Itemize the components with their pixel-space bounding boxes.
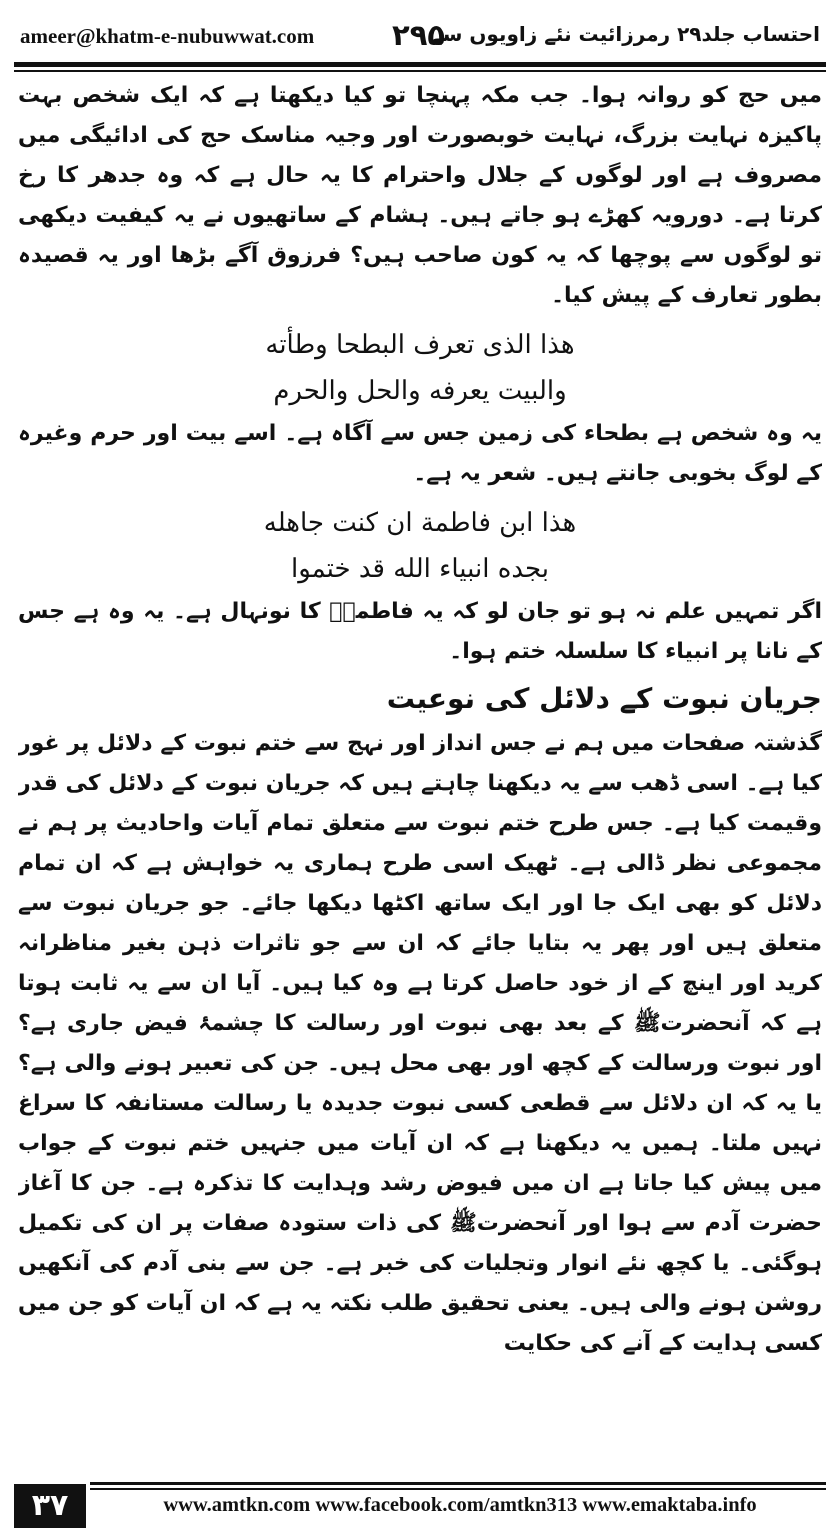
page-footer (14, 1482, 826, 1530)
footer-links: www.amtkn.com www.facebook.com/amtkn313 www.emaktaba.info (163, 1494, 757, 1516)
verse-1-line-1: ھذا الذی تعرف البطحا وطأته (265, 330, 575, 360)
page-number: ۲۹۵ (392, 18, 446, 52)
page-header (14, 18, 826, 58)
paragraph-2: یہ وہ شخص ہے بطحاء کی زمین جس سے آگاہ ہے۔ اسے بیت اور حرم وغیرہ کے لوگ بخوبی جانتے ہیں۔ شعر یہ ہے۔ (18, 421, 822, 486)
section-heading: جریان نبوت کے دلائل کی نوعیت (386, 682, 822, 715)
paragraph-4: گذشتہ صفحات میں ہم نے جس انداز اور نہج سے ختم نبوت کے دلائل پر غور کیا ہے۔ اسی ڈھب سے یہ دیکھنا چاہتے ہیں کہ جریان نبوت کے دلائل کی قدر وقیمت کیا ہے۔ جس طرح ختم نبوت سے متعلق تمام آیات واحادیث پر ہم نے مجموعی نظر ڈالی ہے۔ ٹھیک اسی طرح ہماری یہ خواہش ہے کہ ان تمام دلائل کو بھی ایک جا اور ایک ساتھ اکٹھا دیکھا جائے۔ جو جریان نبوت سے متعلق ہیں اور پھر یہ بتایا جائے کہ ان سے جو تاثرات ذہن بغیر مناظرانہ کرید اور اینچ کے از خود حاصل کرتا ہے وہ کیا ہیں۔ آیا ان سے یہ ثابت ہوتا ہے کہ آنحضرتﷺ کے بعد بھی نبوت اور رسالت کا چشمۂ فیض جاری ہے؟ اور نبوت ورسالت کے کچھ اور بھی محل ہیں۔ جن کی تعبیر ہونے والی ہے؟ یا یہ کہ ان دلائل سے قطعی کسی نبوت جدیدہ یا رسالت مستانفہ کا سراغ نہیں ملتا۔ ہمیں یہ دیکھنا ہے کہ ان آیات میں جنہیں ختم نبوت کے جواب میں پیش کیا جاتا ہے ان میں فیوض رشد وہدایت کا تذکرہ ہے۔ جن کا آغاز حضرت آدم سے ہوا اور آنحضرتﷺ کی ذات ستودہ صفات پر ان کی تکمیل ہوگئی۔ یا کچھ نئے انوار وتجلیات کی خبر ہے۔ جن سے بنی آدم کی آنکھیں روشن ہونے والی ہیں۔ یعنی تحقیق طلب نکتہ یہ ہے کہ ان آیات کو جن میں کسی ہدایت کے آنے کی حکایت (18, 731, 822, 1356)
verse-2-line-2: بجده انبیاء الله قد ختموا (290, 554, 550, 584)
paragraph-1: میں حج کو روانہ ہوا۔ جب مکہ پہنچا تو کیا دیکھتا ہے کہ ایک شخص بہت پاکیزہ نہایت بزرگ، نہایت خوبصورت اور وجیہ مناسک حج کی ادائیگی میں مصروف ہے اور لوگوں کے جلال واحترام کا یہ حال ہے کہ وہ جدھر کا رخ کرتا ہے۔ دورویہ کھڑے ہو جاتے ہیں۔ ہشام کے ساتھیوں نے یہ کیفیت دیکھی تو لوگوں سے پوچھا کہ یہ کون صاحب ہیں؟ فرزوق آگے بڑھا اور یہ قصیدہ بطور تعارف کے پیش کیا۔ (18, 83, 822, 308)
running-title: احتساب جلد۲۹ رمرزائیت نئے زاویوں سے (430, 22, 820, 46)
verse-2-line-1: ھذا ابن فاطمة ان کنت جاھله (263, 508, 577, 538)
paragraph-3: اگر تمہیں علم نہ ہو تو جان لو کہ یہ فاطمہؓ کا نونہال ہے۔ یہ وہ ہے جس کے نانا پر انبیاء کا سلسلہ ختم ہوا۔ (18, 599, 822, 664)
footer-rule-thick (90, 1482, 826, 1485)
header-email: ameer@khatm-e-nubuwwat.com (20, 24, 315, 48)
footer-number: ۳۷ (14, 1484, 86, 1528)
page-body (18, 76, 822, 1468)
header-rule-thin (14, 70, 826, 72)
header-rule-thick (14, 62, 826, 67)
verse-1-line-2: والبیت یعرفه والحل والحرم (273, 376, 567, 406)
footer-rule-thin (90, 1488, 826, 1490)
